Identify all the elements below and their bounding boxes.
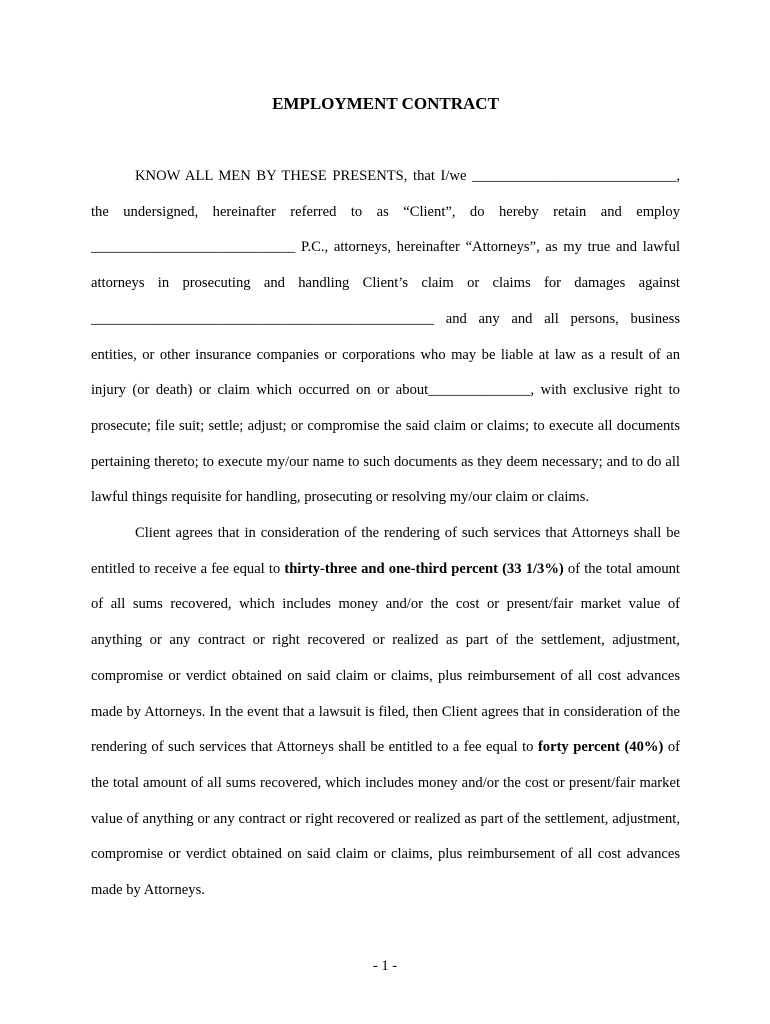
fee-text-2: of the total amount of all sums recovered, which includes money and/or the cost or present/fair market value of anything or any contract or right recovered or realized as part of the settlement, adjustment, compromise or verdict obtained on said claim or claims, plus reimbursement of all cost advances made by Attorneys. In the event that a lawsuit is filed, then Client agrees that in consideration of the rendering of such services that Attorneys shall be entitled to a fee equal to: [91, 560, 680, 756]
fee-text-3: of the total amount of all sums recovered, which includes money and/or the cost or present/fair market value of anything or any contract or right recovered or realized as part of the settlement, adjustment, compromise or verdict obtained on said claim or claims, plus reimbursement of all cost advances made by Attorneys.: [91, 739, 680, 899]
defendant-name-blank[interactable]: _______________________________________________: [91, 310, 434, 327]
retainer-paragraph: [91, 159, 680, 516]
retainer-text-3: P.C., attorneys, hereinafter “Attorneys”, as my true and lawful attorneys in prosecuting and handling Client’s claim or claims for damages against: [91, 239, 680, 292]
fee-percent-settlement: thirty-three and one-third percent (33 1/3%): [284, 560, 564, 577]
retainer-text-2: , the undersigned, hereinafter referred to as “Client”, do hereby retain and employ: [91, 168, 680, 220]
retainer-intro-text: KNOW ALL MEN BY THESE PRESENTS, that I/we: [135, 168, 473, 184]
retainer-text-4: and any and all persons, business entities, or other insurance companies or corporations who may be liable at law as a result of an injury (or death) or claim which occurred on or about: [91, 310, 680, 399]
client-name-blank[interactable]: ____________________________: [472, 168, 677, 184]
incident-date-blank[interactable]: ______________: [428, 382, 531, 399]
fee-text-1: Client agrees that in consideration of the rendering of such services that Attorneys shall be entitled to receive a fee equal to: [91, 525, 680, 577]
retainer-text-5: , with exclusive right to prosecute; file suit; settle; adjust; or compromise the said claim or claims; to execute all documents pertaining thereto; to execute my/our name to such documents as they deem necessary; and to do all lawful things requisite for handling, prosecuting or resolving my/our claim or claims.: [91, 382, 680, 506]
firm-name-blank[interactable]: ____________________________: [91, 239, 296, 256]
document-body: [91, 159, 680, 909]
page-number: - 1 -: [372, 958, 398, 974]
document-title: EMPLOYMENT CONTRACT: [272, 94, 499, 113]
fee-paragraph: [91, 516, 680, 909]
fee-percent-lawsuit: forty percent (40%): [537, 739, 664, 756]
